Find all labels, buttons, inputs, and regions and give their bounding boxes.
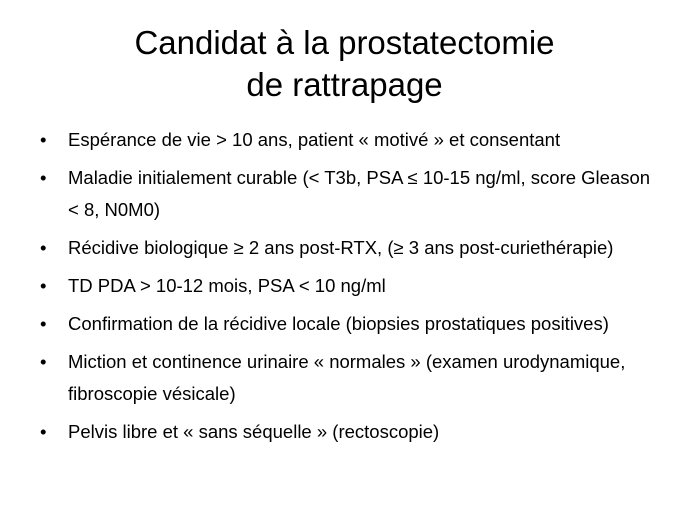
slide-title-line-1: Candidat à la prostatectomie xyxy=(134,24,555,61)
bullet-item-psa-doubling-time xyxy=(40,270,660,302)
bullet-list xyxy=(40,124,660,450)
slide-title-line-2: de rattrapage xyxy=(246,66,443,103)
bullet-dot-icon: • xyxy=(40,351,47,372)
bullet-item-curable-disease xyxy=(40,162,660,226)
bullet-item-biological-recurrence xyxy=(40,232,660,264)
bullet-dot-icon: • xyxy=(40,129,47,150)
bullet-text: Maladie initialement curable (< T3b, PSA ≤ 10-15 ng/ml, score Gleason < 8, N0M0) xyxy=(68,167,651,220)
bullet-text: Miction et continence urinaire « normales » (examen urodynamique, fibroscopie vésicale) xyxy=(68,351,626,404)
bullet-text: Confirmation de la récidive locale (biopsies prostatiques positives) xyxy=(68,313,609,334)
bullet-text: TD PDA > 10-12 mois, PSA < 10 ng/ml xyxy=(68,275,386,296)
bullet-dot-icon: • xyxy=(40,237,47,258)
bullet-text: Pelvis libre et « sans séquelle » (rectoscopie) xyxy=(68,421,440,442)
bullet-text: Espérance de vie > 10 ans, patient « motivé » et consentant xyxy=(68,129,561,150)
bullet-item-pelvis xyxy=(40,416,660,448)
bullet-item-urinary-function xyxy=(40,346,660,410)
slide-title xyxy=(0,22,689,106)
bullet-dot-icon: • xyxy=(40,313,47,334)
bullet-text: Récidive biologique ≥ 2 ans post-RTX, (≥ 3 ans post-curiethérapie) xyxy=(68,237,614,258)
bullet-item-local-recurrence xyxy=(40,308,660,340)
bullet-dot-icon: • xyxy=(40,275,47,296)
bullet-item-life-expectancy xyxy=(40,124,660,156)
bullet-dot-icon: • xyxy=(40,167,47,188)
bullet-dot-icon: • xyxy=(40,421,47,442)
